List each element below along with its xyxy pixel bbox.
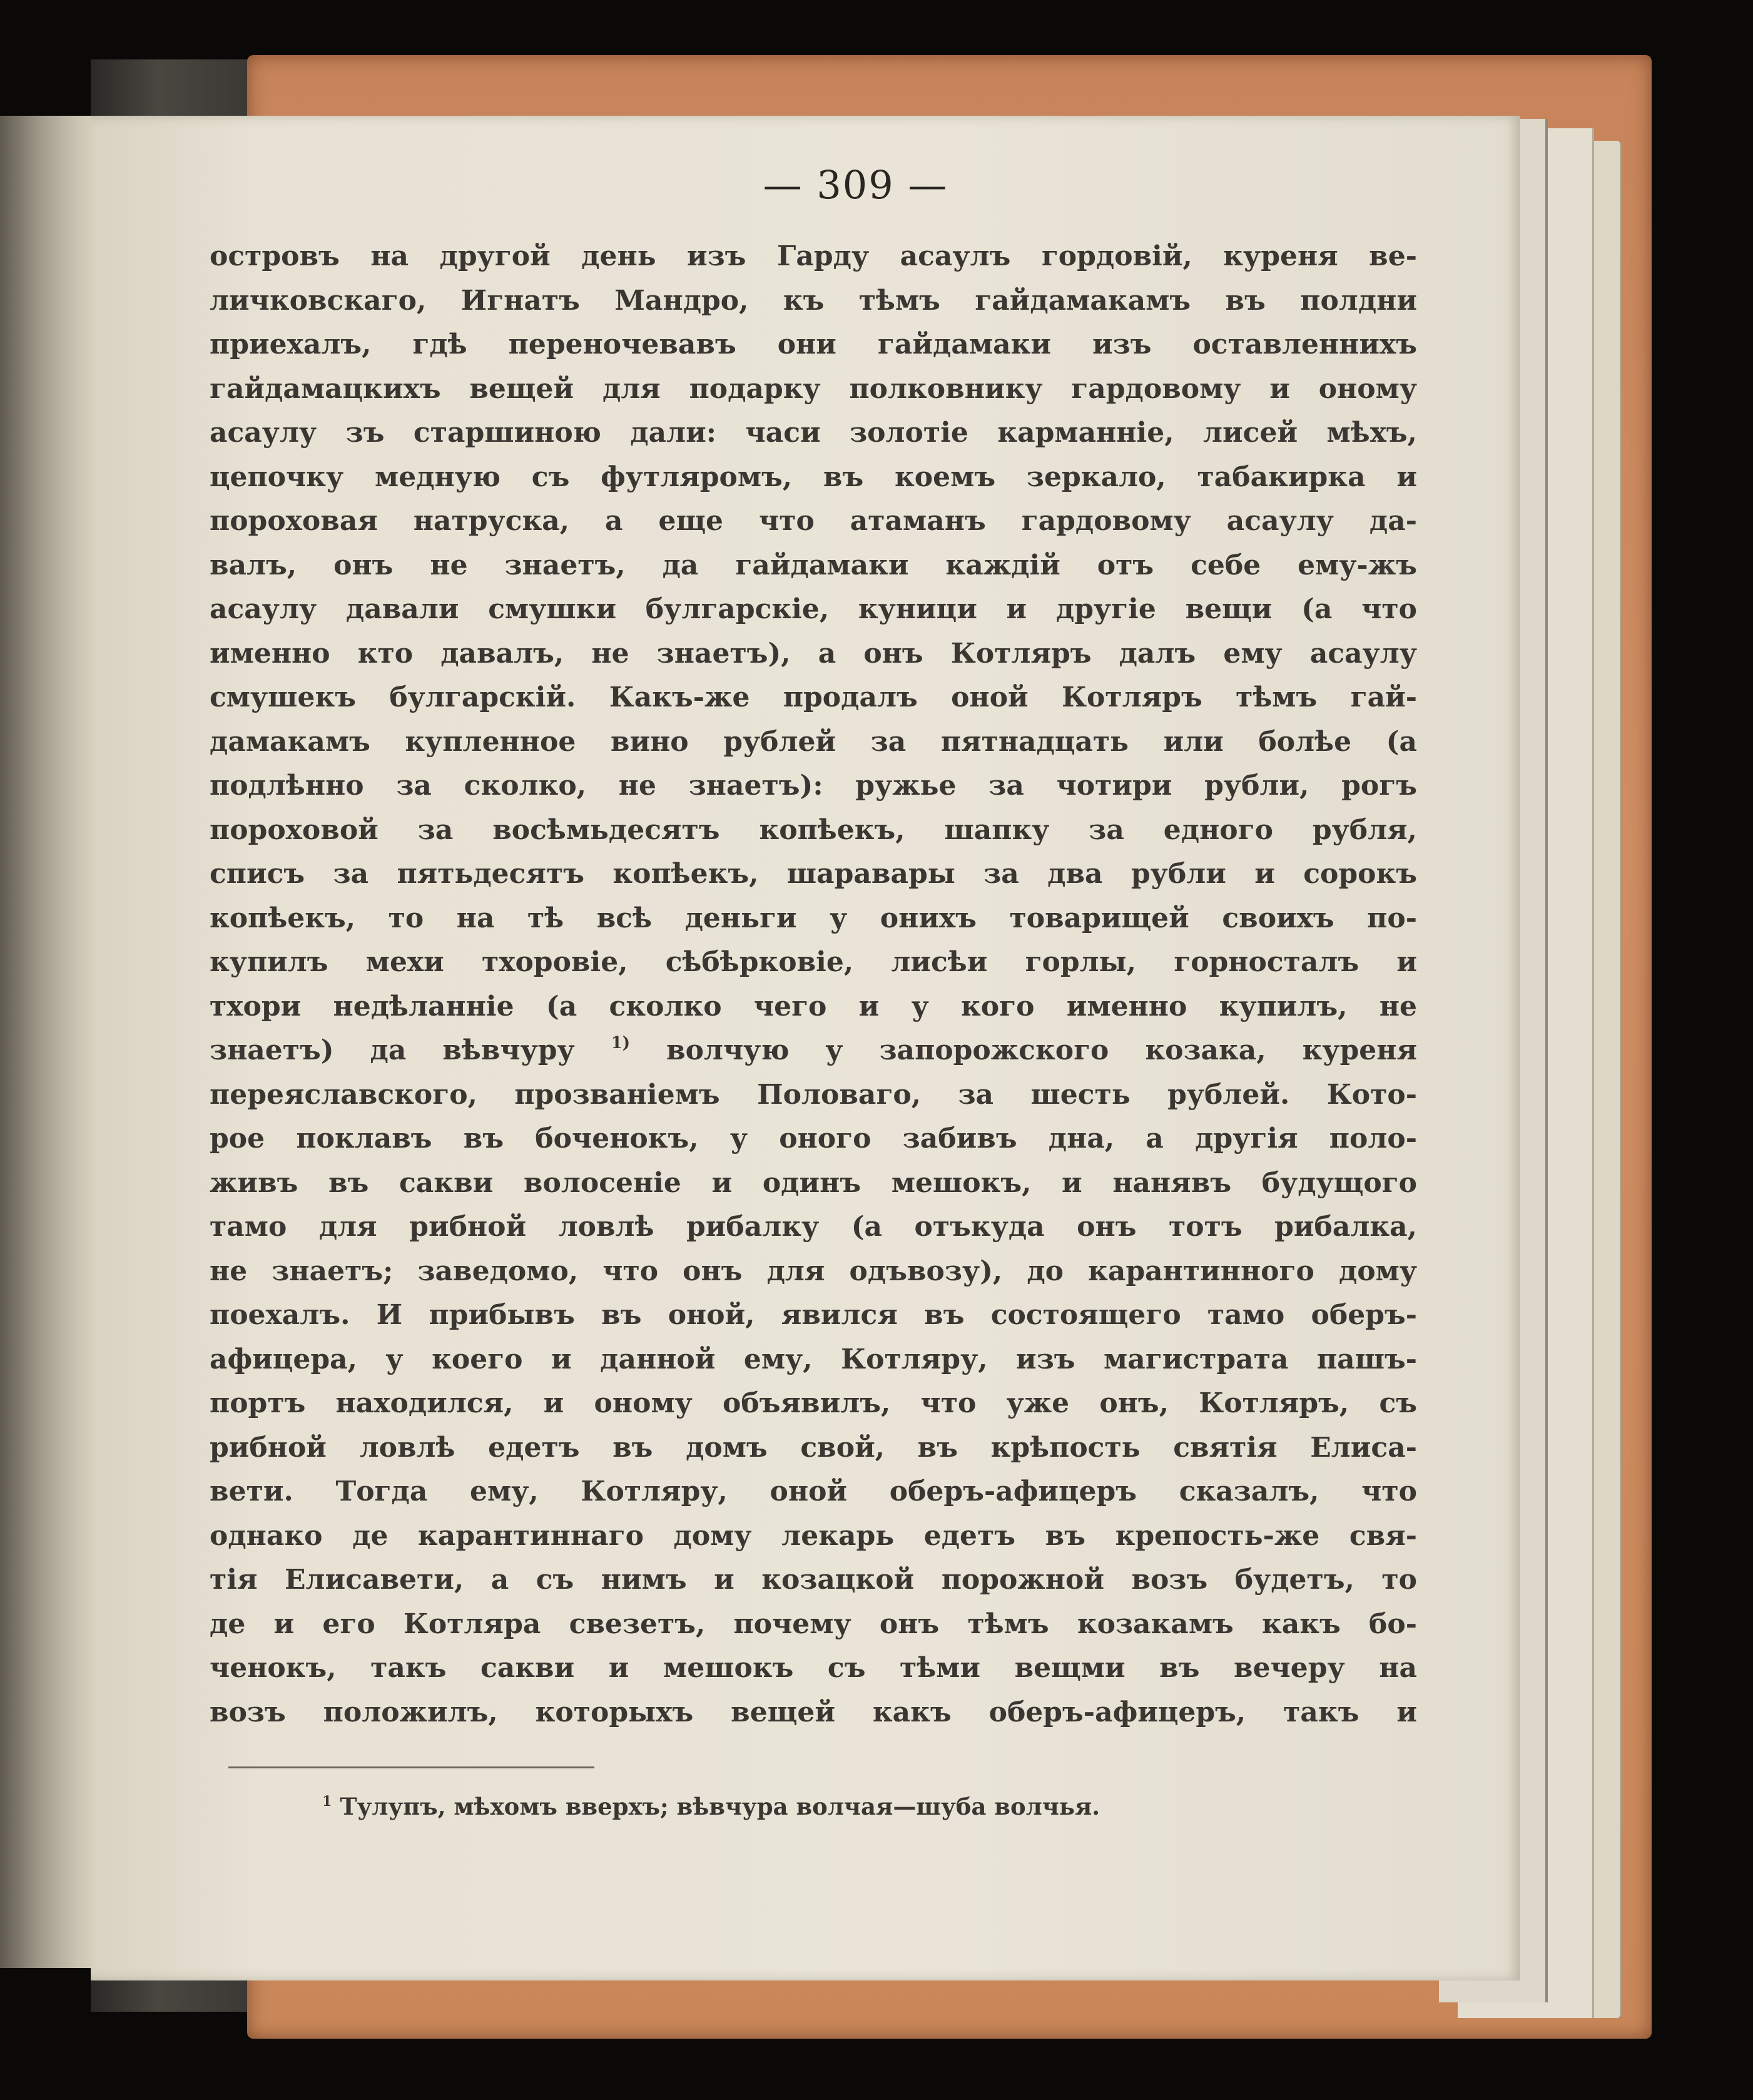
book-page [91,116,1520,1980]
text-line: возъ положилъ, которыхъ вещей какъ оберъ-афицеръ, такъ и [210,1696,1417,1728]
text-line: тія Елисавети, а съ нимъ и козацкой порожной возъ будетъ, то [210,1564,1417,1596]
text-line: поехалъ. И прибывъ въ оной, явился въ состоящего тамо оберъ- [210,1299,1417,1331]
text-line: подлѣнно за сколко, не знаетъ): ружье за чотири рубли, рогъ [210,770,1417,802]
text-line: вети. Тогда ему, Котляру, оной оберъ-афицеръ сказалъ, что [210,1476,1417,1507]
text-line: тамо для рибной ловлѣ рибалку (а отъкуда онъ тотъ рибалка, [210,1211,1417,1243]
text-line: островъ на другой день изъ Гарду асаулъ гордовій, куреня ве- [210,240,1417,272]
page-body-text [210,235,1417,1735]
text-line: портъ находился, и оному объявилъ, что уже онъ, Котляръ, съ [210,1387,1417,1419]
text-line: смушекъ булгарскій. Какъ-же продалъ оной Котляръ тѣмъ гай- [210,681,1417,713]
text-line: переяславского, прозваніемъ Половаго, за шесть рублей. Кото- [210,1078,1417,1111]
text-line: копѣекъ, то на тѣ всѣ деньги у онихъ товарищей своихъ по- [210,902,1417,934]
text-line: купилъ мехи тхоровіе, сѣбѣрковіе, лисѣи горлы, горносталъ и [210,946,1417,978]
text-line: рое поклавъ въ боченокъ, у оного забивъ дна, а другія поло- [210,1123,1417,1154]
footnote-text: Тулупъ, мѣхомъ вверхъ; вѣвчура волчая—шуба волчья. [340,1793,1100,1820]
text-line: рибной ловлѣ едетъ въ домъ свой, въ крѣпость святія Елиса- [210,1431,1417,1464]
text-line: ченокъ, такъ сакви и мешокъ съ тѣми вещми въ вечеру на [210,1652,1417,1684]
text-line: асаулу давали смушки булгарскіе, куници и другіе вещи (а что [210,593,1417,625]
text-line: списъ за пятьдесятъ копѣекъ, шаравары за два рубли и сорокъ [210,858,1417,890]
text-line: тхори недѣланніе (а сколко чего и у кого именно купилъ, не [210,990,1417,1022]
text-line: гайдамацкихъ вещей для подарку полковнику гардовому и оному [210,372,1417,405]
text-line: асаулу зъ старшиною дали: часи золотіе карманніе, лисей мѣхъ, [210,417,1417,449]
text-segment: волчую у запорожского козака, куреня [630,1034,1417,1066]
text-line-with-footnote [210,1029,1417,1073]
text-line: валъ, онъ не знаетъ, да гайдамаки каждій отъ себе ему-жъ [210,549,1417,581]
text-line: личковскаго, Игнатъ Мандро, къ тѣмъ гайдамакамъ въ полдни [210,284,1417,317]
text-line: де и его Котляра свезетъ, почему онъ тѣмъ козакамъ какъ бо- [210,1608,1417,1640]
left-page-edge [0,116,94,1968]
footnote-marker: 1) [611,1034,631,1053]
footnote-divider [228,1766,594,1768]
text-line: цепочку медную съ футляромъ, въ коемъ зеркало, табакирка и [210,461,1417,493]
text-line: приехалъ, гдѣ переночевавъ они гайдамаки изъ оставленнихъ [210,329,1417,360]
text-line: однако де карантиннаго дому лекарь едетъ въ крепость-же свя- [210,1519,1417,1552]
text-line: дамакамъ купленное вино рублей за пятнадцать или болѣе (а [210,725,1417,758]
page-number: — 309 — [763,162,948,208]
text-line: именно кто давалъ, не знаетъ), а онъ Котляръ далъ ему асаулу [210,637,1417,670]
text-line: пороховая натруска, а еще что атаманъ гардовому асаулу да- [210,505,1417,537]
text-line: афицера, у коего и данной ему, Котляру, изъ магистрата пашъ- [210,1343,1417,1375]
footnote [322,1793,1100,1820]
text-line: пороховой за восѣмьдесятъ копѣекъ, шапку за едного рубля, [210,813,1417,846]
text-segment: знаетъ) да вѣвчуру [210,1034,575,1066]
text-line: живъ въ сакви волосеніе и одинъ мешокъ, и нанявъ будущого [210,1166,1417,1199]
footnote-number: 1 [322,1793,332,1810]
text-line: не знаетъ; заведомо, что онъ для одъвозу), до карантинного дому [210,1255,1417,1287]
